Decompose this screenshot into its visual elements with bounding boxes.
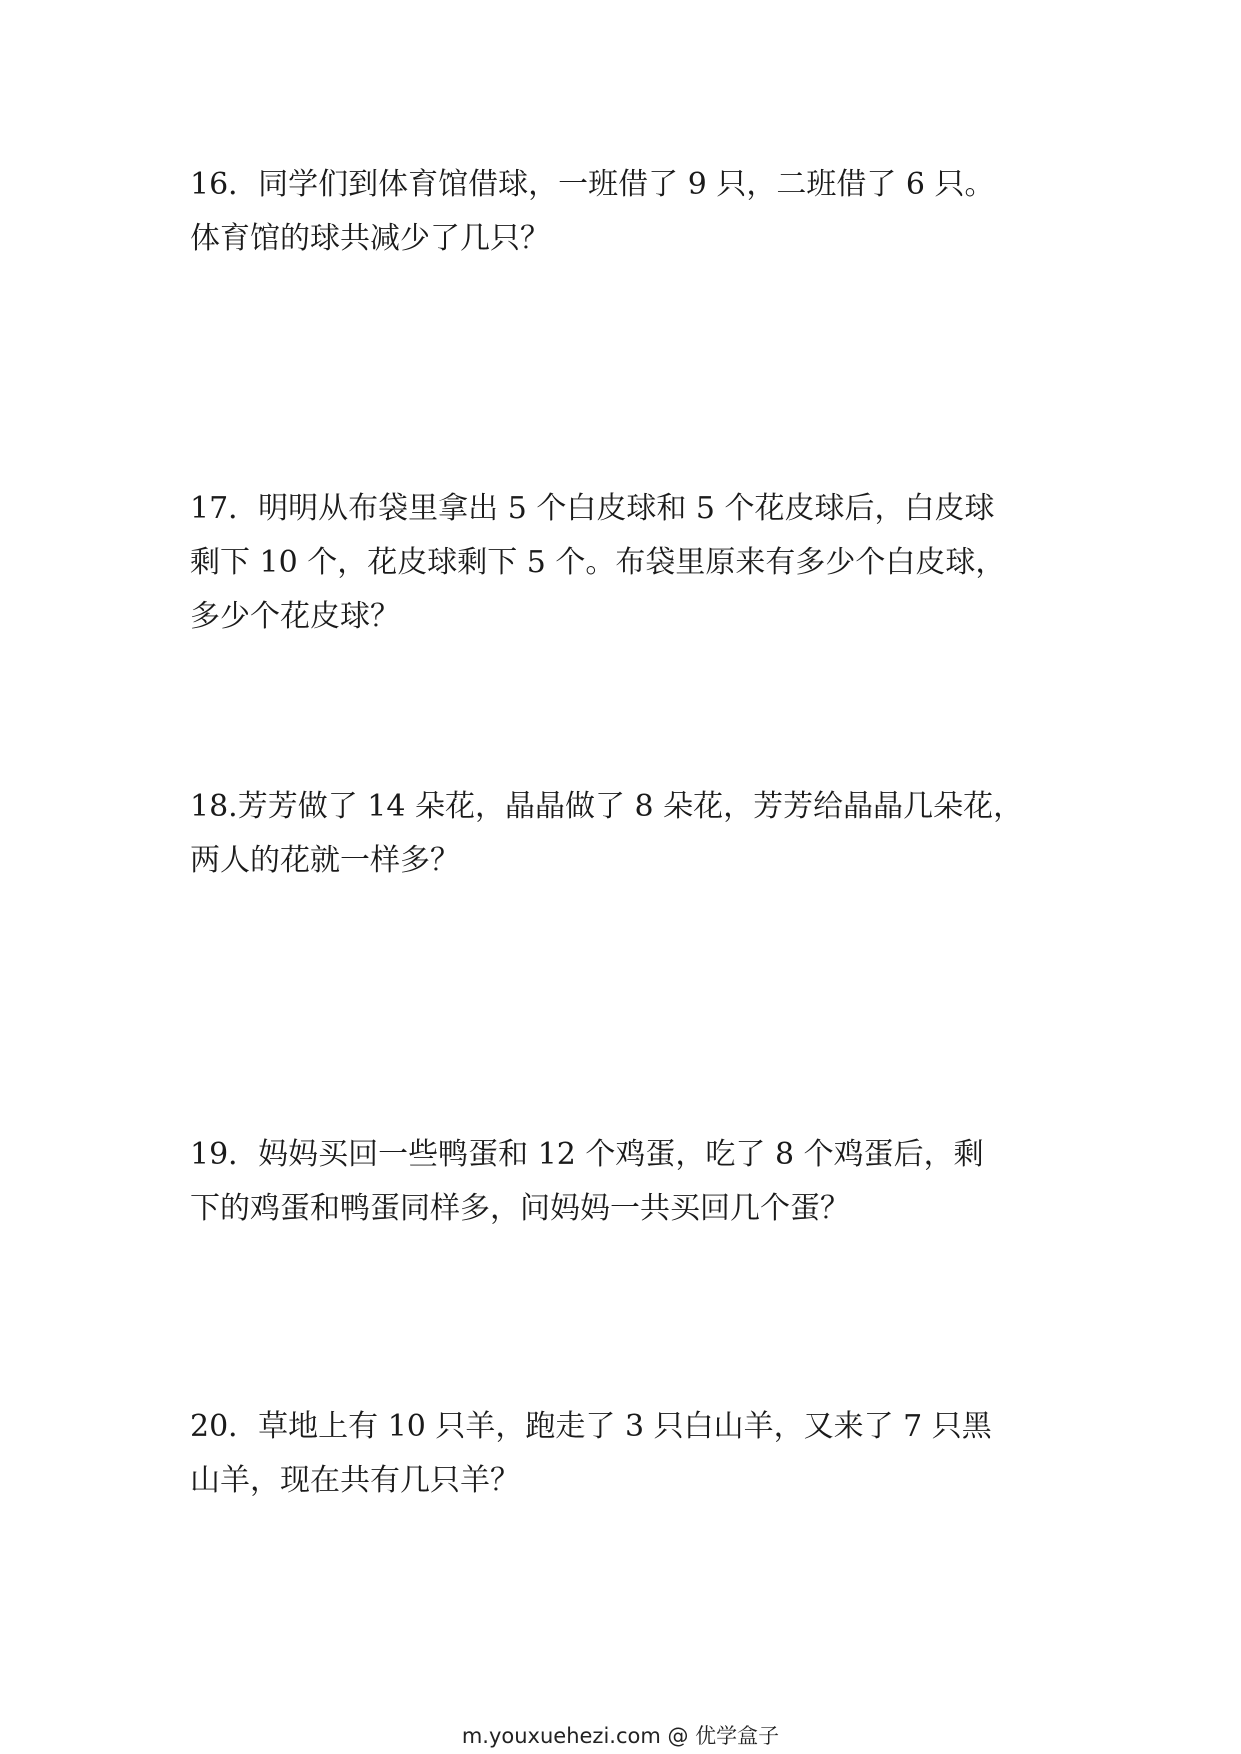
problem-19 — [190, 1128, 1070, 1236]
footer-watermark: m.youxuehezi.com @ 优学盒子 — [461, 1724, 780, 1748]
problem-16-line-2: 体育馆的球共减少了几只？ — [190, 221, 550, 256]
problem-19-line-1: 19．妈妈买回一些鸭蛋和 12 个鸡蛋，吃了 8 个鸡蛋后，剩 — [190, 1137, 984, 1172]
problem-17-line-1: 17．明明从布袋里拿出 5 个白皮球和 5 个花皮球后，白皮球 — [190, 491, 995, 526]
problem-16-line-1: 16．同学们到体育馆借球，一班借了 9 只，二班借了 6 只。 — [190, 167, 995, 202]
problem-16 — [190, 158, 1070, 266]
problem-17-line-3: 多少个花皮球？ — [190, 599, 400, 634]
problem-20-line-2: 山羊，现在共有几只羊？ — [190, 1463, 520, 1498]
problem-17 — [190, 482, 1070, 644]
problem-17-line-2: 剩下 10 个，花皮球剩下 5 个。布袋里原来有多少个白皮球， — [190, 545, 1006, 580]
problem-20 — [190, 1400, 1070, 1508]
problem-19-line-2: 下的鸡蛋和鸭蛋同样多，问妈妈一共买回几个蛋？ — [190, 1191, 850, 1226]
problem-18 — [190, 780, 1070, 888]
problem-18-line-1: 18.芳芳做了 14 朵花，晶晶做了 8 朵花，芳芳给晶晶几朵花， — [190, 789, 1024, 824]
problem-20-line-1: 20．草地上有 10 只羊，跑走了 3 只白山羊，又来了 7 只黑 — [190, 1409, 992, 1444]
problem-18-line-2: 两人的花就一样多？ — [190, 843, 460, 878]
